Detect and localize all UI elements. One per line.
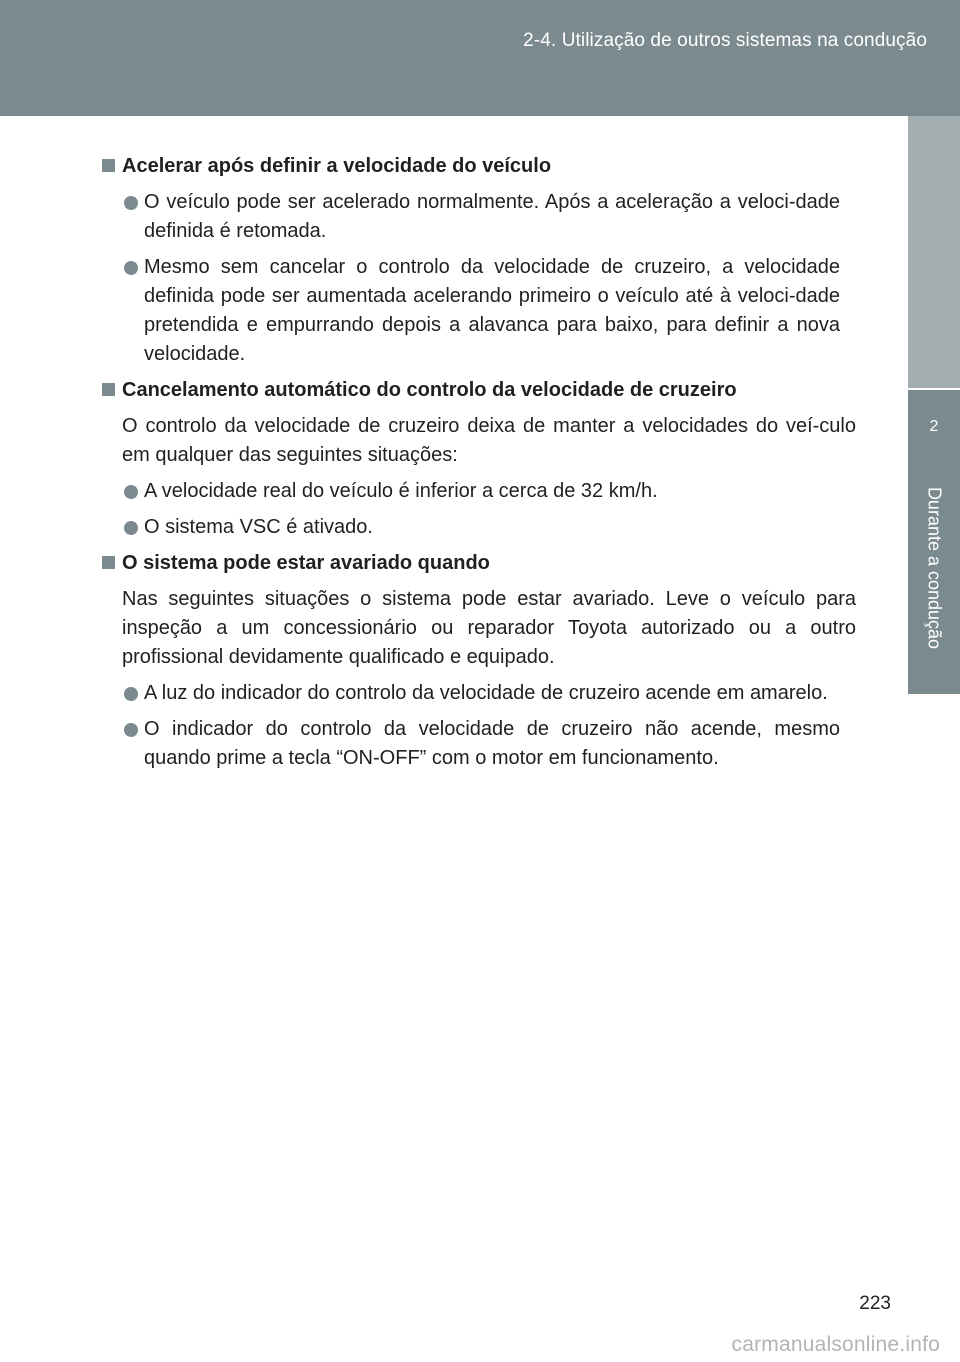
circle-bullet-icon xyxy=(124,723,138,737)
list-item-text: A luz do indicador do controlo da velocidade de cruzeiro acende em amarelo. xyxy=(144,682,828,704)
list-item xyxy=(102,253,840,369)
side-tab-number: 2 xyxy=(929,418,939,435)
section-heading-text: O sistema pode estar avariado quando xyxy=(122,552,490,574)
side-tab-label: Durante a condução xyxy=(924,486,945,650)
list-item xyxy=(102,679,840,708)
list-item xyxy=(102,477,840,506)
list-item-text: O veículo pode ser acelerado normalmente. Após a aceleração a veloci-dade definida é retomada. xyxy=(144,191,840,242)
square-bullet-icon xyxy=(102,159,115,172)
circle-bullet-icon xyxy=(124,261,138,275)
side-tab xyxy=(908,390,960,694)
page-content xyxy=(102,152,856,780)
list-item-text: Mesmo sem cancelar o controlo da velocidade de cruzeiro, a velocidade definida pode ser aumentada acelerando primeiro o veículo até à veloci-dade pretendida e empurrando depois a alavanca para baixo, para definir a nova velocidade. xyxy=(144,256,840,365)
section-heading-text: Cancelamento automático do controlo da velocidade de cruzeiro xyxy=(122,379,737,401)
circle-bullet-icon xyxy=(124,521,138,535)
section-heading-text: Acelerar após definir a velocidade do veículo xyxy=(122,155,552,177)
side-tab-upper xyxy=(908,116,960,388)
paragraph: Nas seguintes situações o sistema pode estar avariado. Leve o veículo para inspeção a um concessionário ou reparador Toyota autorizado ou a outro profissional devidamente qualificado e equipado. xyxy=(122,588,856,668)
section-heading xyxy=(102,152,856,181)
square-bullet-icon xyxy=(102,383,115,396)
page-header xyxy=(0,0,960,116)
list-item-text: O indicador do controlo da velocidade de cruzeiro não acende, mesmo quando prime a tecla “ON-OFF” com o motor em funcionamento. xyxy=(144,718,840,769)
chapter-title: 2-4. Utilização de outros sistemas na condução xyxy=(523,30,927,51)
list-item xyxy=(102,513,840,542)
list-item-text: A velocidade real do veículo é inferior a cerca de 32 km/h. xyxy=(144,480,658,502)
list-item xyxy=(102,188,840,246)
square-bullet-icon xyxy=(102,556,115,569)
page-number: 223 xyxy=(859,1293,891,1314)
circle-bullet-icon xyxy=(124,687,138,701)
list-item xyxy=(102,715,840,773)
section-heading xyxy=(102,376,856,405)
circle-bullet-icon xyxy=(124,196,138,210)
list-item-text: O sistema VSC é ativado. xyxy=(144,516,373,538)
circle-bullet-icon xyxy=(124,485,138,499)
paragraph: O controlo da velocidade de cruzeiro deixa de manter a velocidades do veí-culo em qualquer das seguintes situações: xyxy=(122,415,856,466)
section-heading xyxy=(102,549,856,578)
watermark: carmanualsonline.info xyxy=(731,1333,940,1356)
